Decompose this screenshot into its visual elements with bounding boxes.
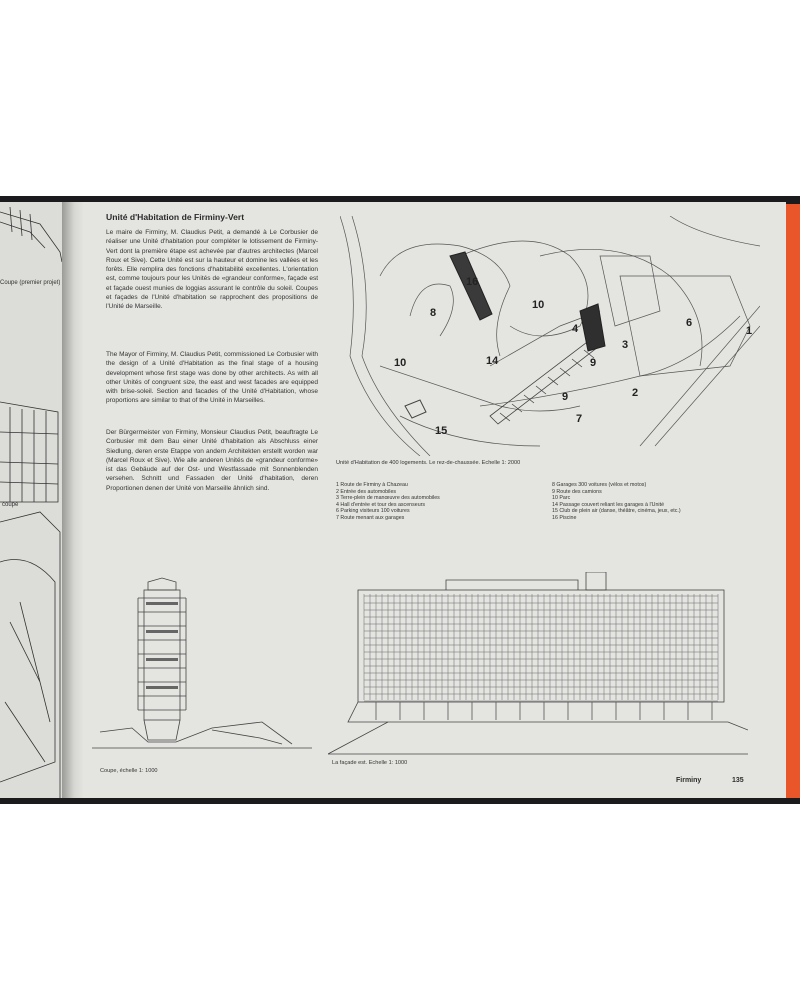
footer-name: Firminy	[676, 777, 702, 784]
legend-item: 6 Parking visiteurs 100 voitures	[336, 508, 410, 515]
book-gutter	[62, 202, 84, 798]
legend-item: 9 Route des camions	[552, 488, 602, 495]
plan-label-8: 8	[430, 307, 437, 319]
page-heading: Unité d'Habitation de Firminy-Vert	[106, 212, 245, 222]
book-page	[72, 202, 786, 798]
plan-label-15: 15	[435, 425, 448, 437]
legend-item: 3 Terre-plein de manœuvre des automobiles	[336, 495, 440, 502]
left-caption-top: Coupe (premier projet)	[0, 280, 61, 286]
legend-item: 14 Passage couvert reliant les garages à l'Unité	[552, 501, 665, 508]
left-caption-mid: coupe	[2, 502, 19, 508]
facade-window-grid	[364, 594, 718, 701]
plan-label-9b: 9	[562, 391, 569, 403]
legend-item: 7 Route menant aux garages	[336, 514, 405, 521]
facade-caption: La façade est. Echelle 1: 1000	[332, 760, 408, 766]
legend-item: 15 Club de plein air (danse, théâtre, cinéma, jeux, etc.)	[552, 508, 681, 515]
legend-item: 1 Route de Firminy à Chazeau	[336, 482, 408, 488]
plan-label-9a: 9	[590, 357, 597, 369]
legend-item: 8 Garages 300 voitures (vélos et motos)	[552, 482, 647, 488]
legend-left	[336, 482, 440, 522]
plan-label-10a: 10	[532, 299, 545, 311]
plan-label-7: 7	[576, 413, 583, 425]
facade-drawing	[328, 572, 748, 762]
plan-label-16: 16	[466, 276, 479, 288]
legend-item: 2 Entrée des automobiles	[336, 488, 397, 495]
plan-label-4: 4	[572, 323, 579, 335]
plan-label-3: 3	[622, 339, 629, 351]
site-plan-drawing	[340, 216, 760, 456]
plan-label-1: 1	[746, 325, 753, 337]
paragraph-german: Der Bürgermeister von Firminy, Monsieur Claudius Petit, beauftragte Le Corbusier mit dem Bau einer Unité d'habitation als Abschluss einer Siedlung, deren erste Etappe von andern Architekten erstellt worden war (Marcel Roux et Sive). Wie alle anderen Unités de «grandeur conforme» ist das Gebäude auf der Ost- und Westfassade mit Sonnenblenden versehen. Schnitt und Fassaden der Unité d'habitation, deren Proportionen denen der Unité von Marseille ähnlich sind.	[106, 429, 318, 492]
plan-label-2: 2	[632, 387, 639, 399]
legend-item: 4 Hall d'entrée et tour des ascenseurs	[336, 501, 426, 508]
section-drawing	[92, 572, 322, 752]
legend-item: 16 Piscine	[552, 514, 577, 521]
plan-label-6: 6	[686, 317, 693, 329]
page-number: 135	[732, 777, 744, 784]
site-plan-caption: Unité d'Habitation de 400 logements. Le rez-de-chaussée. Echelle 1: 2000	[336, 460, 521, 466]
plan-label-14: 14	[486, 355, 499, 367]
plan-label-10b: 10	[394, 357, 407, 369]
legend-right	[552, 482, 681, 522]
legend-item: 10 Parc	[552, 495, 571, 502]
paragraph-french: Le maire de Firminy, M. Claudius Petit, a demandé à Le Corbusier de réaliser une Unité d'habitation pour compléter le lotissement de Firminy-Vert dont la première étape est achevée par d'autres architectes (Marcel Roux et Sive). Cette Unité est sur la hauteur et domine les vallées et les forêts. Elle remplira des fonctions d'habitabilité excellentes. L'orientation est, comme toujours pour les Unités de «grandeur conforme», façade est et façade ouest munies de loggias assurant le contrôle du soleil. Coupes et façades de l'Unité d'habitation se rapprochent des propositions de l'Unité de Marseille.	[106, 229, 318, 311]
section-caption: Coupe, échelle 1: 1000	[100, 768, 158, 774]
paragraph-english: The Mayor of Firminy, M. Claudius Petit, commissioned Le Corbusier with the design of a Unité d'Habitation as the final stage of a housing development whose first stage was done by other architects. As with all other Unités of congruent size, the east and west facades are equipped with brise-soleil. Section and facades of the Unité d'Habitation, whose proportions are similar to that of the Unité in Marseilles.	[106, 351, 318, 405]
